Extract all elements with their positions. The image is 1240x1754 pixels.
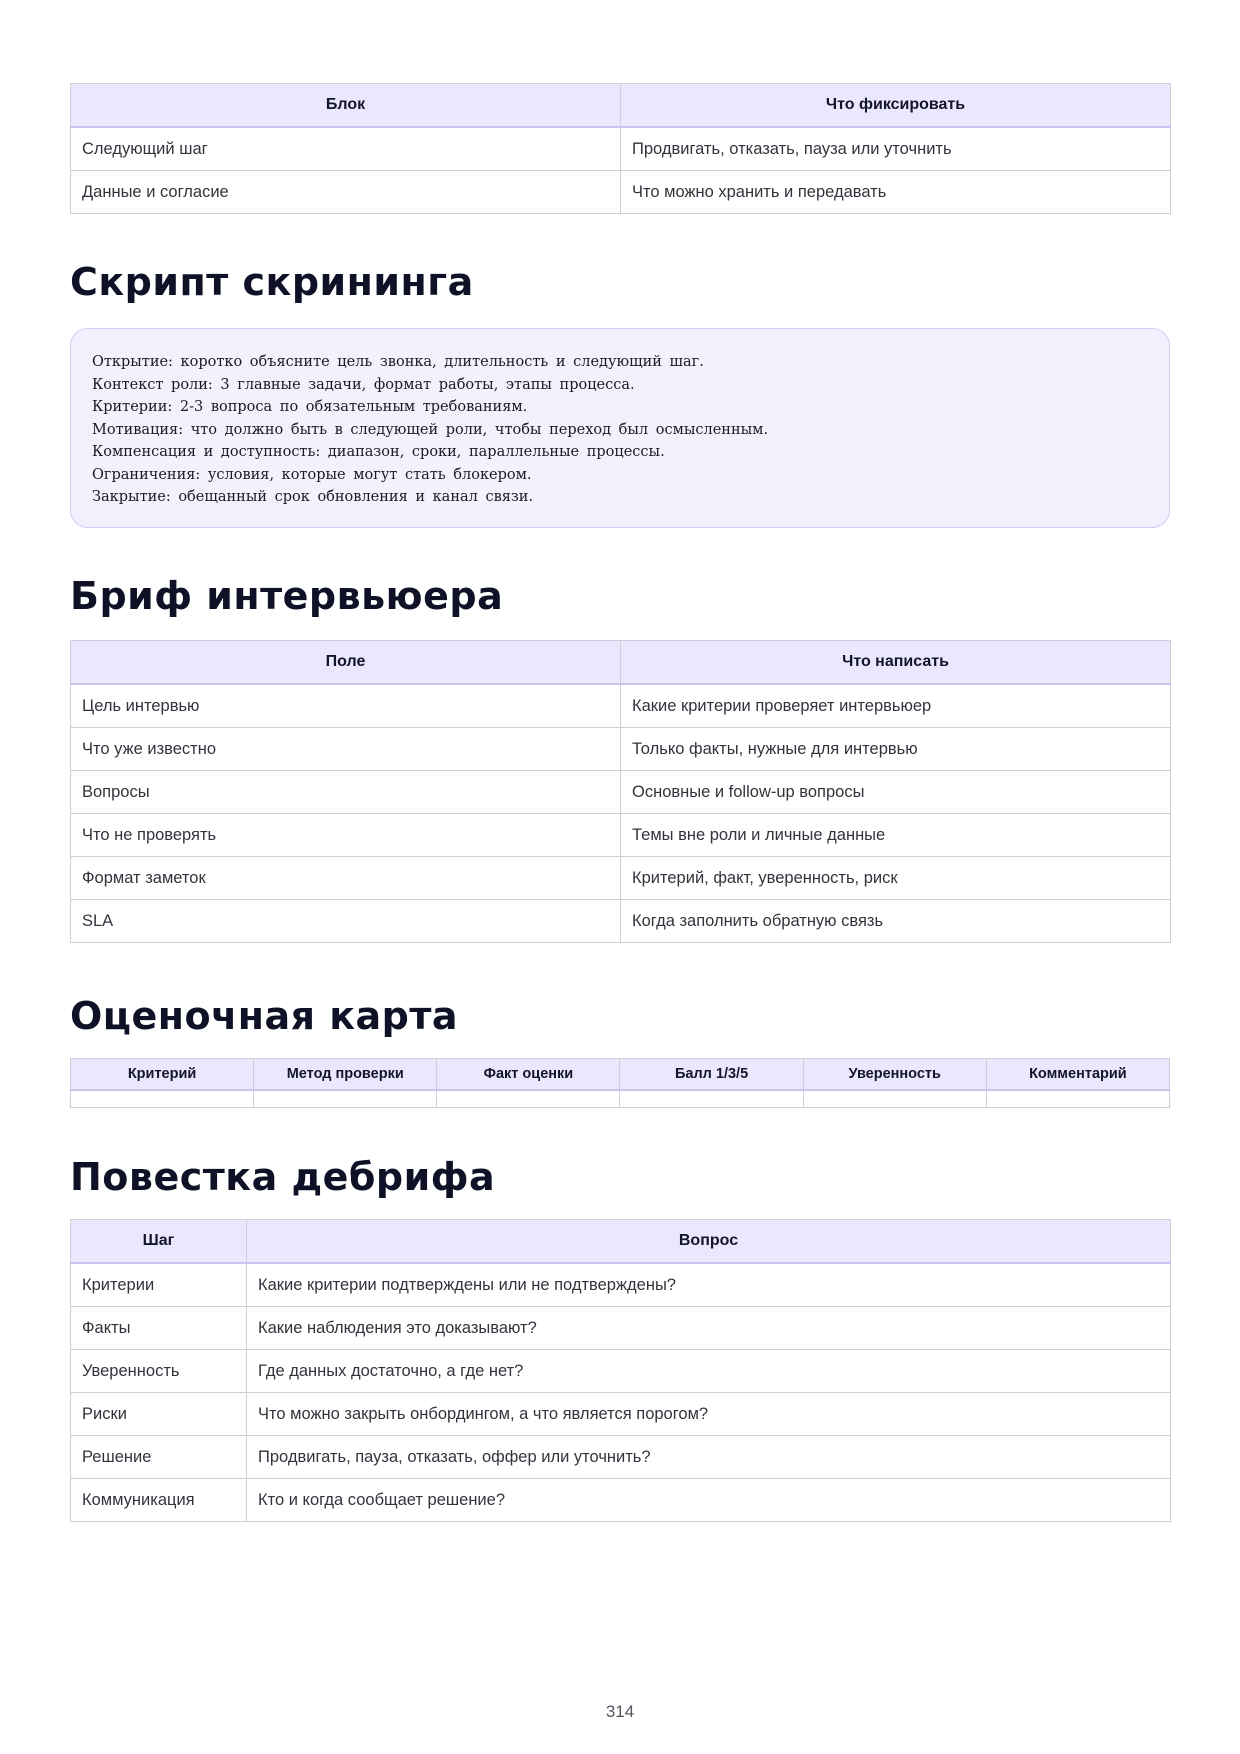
table-cell: Продвигать, отказать, пауза или уточнить xyxy=(621,127,1171,171)
column-header: Факт оценки xyxy=(437,1059,620,1091)
column-header: Что фиксировать xyxy=(621,84,1171,128)
table-cell: Критерии xyxy=(71,1263,247,1307)
table-cell: Цель интервью xyxy=(71,684,621,728)
table-header-row xyxy=(71,1059,1170,1091)
table-cell: Кто и когда сообщает решение? xyxy=(247,1479,1171,1522)
table-row xyxy=(71,684,1171,728)
table-cell: Что не проверять xyxy=(71,814,621,857)
table-row xyxy=(71,771,1171,814)
table-cell: Уверенность xyxy=(71,1350,247,1393)
column-header: Блок xyxy=(71,84,621,128)
column-header: Комментарий xyxy=(986,1059,1169,1091)
table-cell: Решение xyxy=(71,1436,247,1479)
table-cell: Когда заполнить обратную связь xyxy=(621,900,1171,943)
table-header-row xyxy=(71,641,1171,685)
column-header: Шаг xyxy=(71,1220,247,1264)
table-cell: Что уже известно xyxy=(71,728,621,771)
column-header: Балл 1/3/5 xyxy=(620,1059,803,1091)
table-cell: Факты xyxy=(71,1307,247,1350)
table-cell: Темы вне роли и личные данные xyxy=(621,814,1171,857)
table-cell: Данные и согласие xyxy=(71,171,621,214)
handoff-table xyxy=(70,83,1171,214)
table-cell: Коммуникация xyxy=(71,1479,247,1522)
script-line: Компенсация и доступность: диапазон, сроки, параллельные процессы. xyxy=(92,444,665,460)
script-line: Ограничения: условия, которые могут стать блокером. xyxy=(92,466,532,483)
column-header: Критерий xyxy=(71,1059,254,1091)
table-cell xyxy=(803,1090,986,1108)
table-row xyxy=(71,1263,1171,1307)
table-cell: Риски xyxy=(71,1393,247,1436)
table-row xyxy=(71,1307,1171,1350)
table-row xyxy=(71,814,1171,857)
table-cell: SLA xyxy=(71,900,621,943)
table-cell xyxy=(254,1090,437,1108)
screening-script-box xyxy=(70,328,1170,528)
table-cell: Продвигать, пауза, отказать, оффер или уточнить? xyxy=(247,1436,1171,1479)
section-heading-screening: Скрипт скрининга xyxy=(70,260,474,304)
column-header: Метод проверки xyxy=(254,1059,437,1091)
table-row xyxy=(71,900,1171,943)
column-header: Что написать xyxy=(621,641,1171,685)
script-line: Критерии: 2-3 вопроса по обязательным требованиям. xyxy=(92,399,528,415)
table-header-row xyxy=(71,84,1171,128)
script-line: Открытие: коротко объясните цель звонка, длительность и следующий шаг. xyxy=(92,354,704,370)
table-cell xyxy=(71,1090,254,1108)
column-header: Вопрос xyxy=(247,1220,1171,1264)
table-row xyxy=(71,171,1171,214)
debrief-table xyxy=(70,1219,1171,1522)
table-cell: Какие критерии проверяет интервьюер xyxy=(621,684,1171,728)
table-cell: Только факты, нужные для интервью xyxy=(621,728,1171,771)
table-row xyxy=(71,728,1171,771)
table-cell: Вопросы xyxy=(71,771,621,814)
script-line: Мотивация: что должно быть в следующей роли, чтобы переход был осмысленным. xyxy=(92,421,769,438)
table-row-empty xyxy=(71,1090,1170,1108)
table-cell: Какие критерии подтверждены или не подтверждены? xyxy=(247,1263,1171,1307)
column-header: Поле xyxy=(71,641,621,685)
section-heading-brief: Бриф интервьюера xyxy=(70,574,504,618)
table-row xyxy=(71,857,1171,900)
table-row xyxy=(71,1350,1171,1393)
table-cell: Основные и follow-up вопросы xyxy=(621,771,1171,814)
scorecard-table xyxy=(70,1058,1170,1108)
table-row xyxy=(71,1393,1171,1436)
table-row xyxy=(71,127,1171,171)
table-row xyxy=(71,1479,1171,1522)
table-header-row xyxy=(71,1220,1171,1264)
script-line: Контекст роли: 3 главные задачи, формат работы, этапы процесса. xyxy=(92,376,635,393)
page-number: 314 xyxy=(605,1702,635,1721)
table-cell xyxy=(986,1090,1169,1108)
brief-table xyxy=(70,640,1171,943)
table-cell: Следующий шаг xyxy=(71,127,621,171)
section-heading-scorecard: Оценочная карта xyxy=(70,994,459,1038)
table-cell xyxy=(620,1090,803,1108)
table-cell: Критерий, факт, уверенность, риск xyxy=(621,857,1171,900)
table-cell: Где данных достаточно, а где нет? xyxy=(247,1350,1171,1393)
table-row xyxy=(71,1436,1171,1479)
column-header: Уверенность xyxy=(803,1059,986,1091)
table-cell: Что можно хранить и передавать xyxy=(621,171,1171,214)
section-heading-debrief: Повестка дебрифа xyxy=(70,1155,496,1199)
table-cell: Какие наблюдения это доказывают? xyxy=(247,1307,1171,1350)
table-cell: Что можно закрыть онбордингом, а что является порогом? xyxy=(247,1393,1171,1436)
table-cell: Формат заметок xyxy=(71,857,621,900)
table-cell xyxy=(437,1090,620,1108)
script-line: Закрытие: обещанный срок обновления и канал связи. xyxy=(92,489,534,505)
